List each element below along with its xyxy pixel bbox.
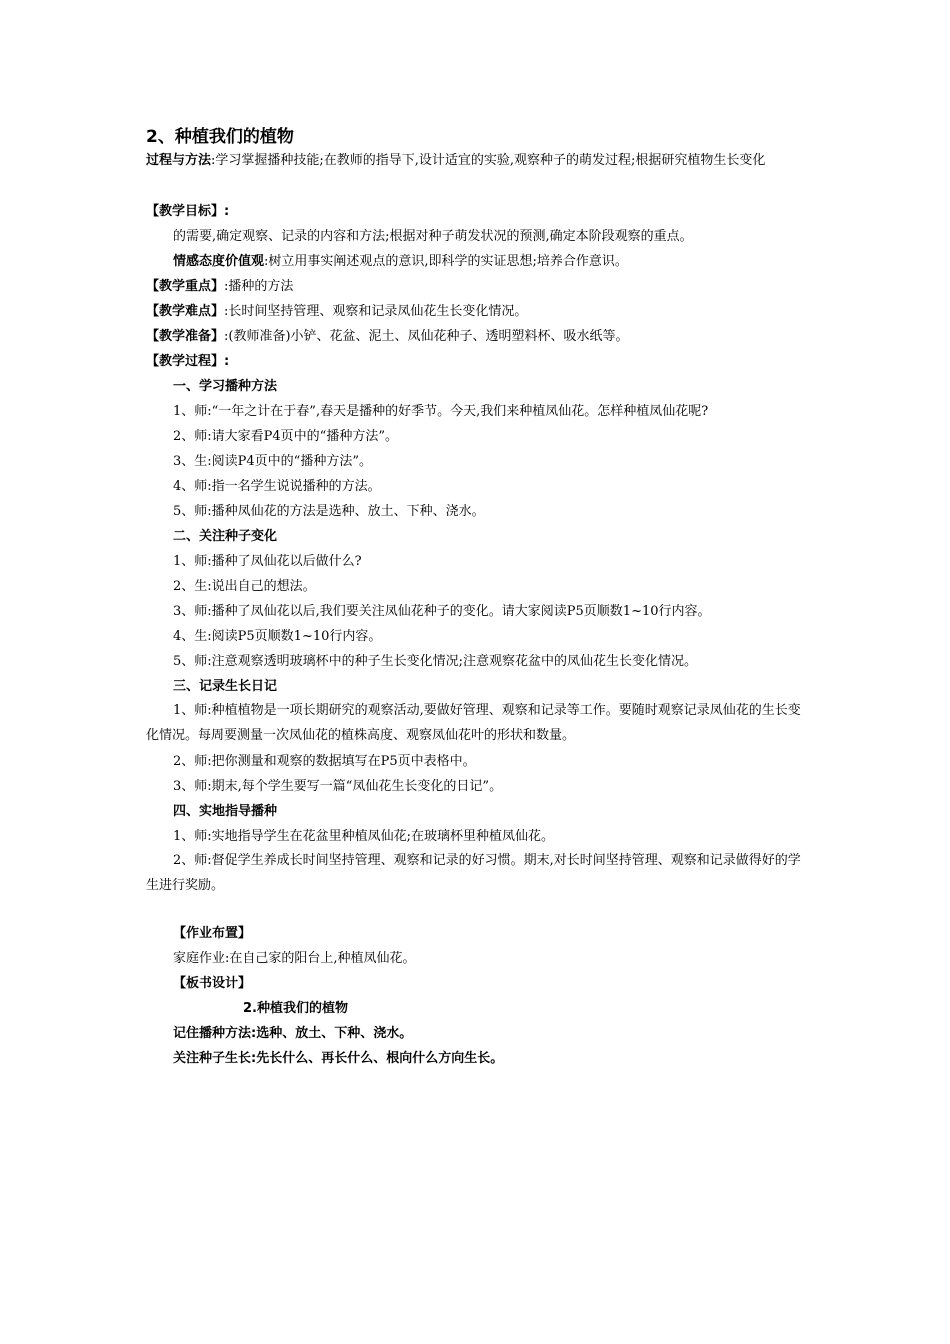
goal-heading: 【教学目标】: xyxy=(146,204,230,219)
list-item: 4、师:指一名学生说说播种的方法。 xyxy=(173,479,381,494)
board-line-1: 记住播种方法:选种、放土、下种、浇水。 xyxy=(173,1026,413,1041)
section-1-heading: 一、学习播种方法 xyxy=(173,379,278,394)
process-method-label: 过程与方法 xyxy=(146,153,212,168)
difficulty xyxy=(146,303,527,321)
list-item: 4、生:阅读P5页顺数1~10行内容。 xyxy=(173,629,382,644)
emotion-text: :树立用事实阐述观点的意识,即科学的实证思想;培养合作意识。 xyxy=(264,254,628,269)
homework-heading: 【作业布置】 xyxy=(173,926,252,941)
process-heading: 【教学过程】: xyxy=(146,354,230,369)
list-item: 1、师:实地指导学生在花盆里种植凤仙花;在玻璃杯里种植凤仙花。 xyxy=(173,829,555,844)
preparation-label: 【教学准备】 xyxy=(146,329,225,344)
preparation-text: :(教师准备)小铲、花盆、泥土、凤仙花种子、透明塑料杯、吸水纸等。 xyxy=(224,329,629,344)
section-3-heading: 三、记录生长日记 xyxy=(173,679,278,694)
process-method-paragraph xyxy=(146,148,814,173)
section-4-heading: 四、实地指导播种 xyxy=(173,804,278,819)
board-title: 2.种植我们的植物 xyxy=(243,1001,348,1016)
list-item: 2、师:请大家看P4页中的“播种方法”。 xyxy=(173,429,398,444)
page-title: 2、种植我们的植物 xyxy=(146,127,294,147)
list-item: 3、师:期末,每个学生要写一篇“凤仙花生长变化的日记”。 xyxy=(173,779,503,794)
list-item: 3、生:阅读P4页中的“播种方法”。 xyxy=(173,454,372,469)
emotion-paragraph xyxy=(173,253,628,271)
board-line-2: 关注种子生长:先长什么、再长什么、根向什么方向生长。 xyxy=(173,1051,504,1066)
difficulty-text: :长时间坚持管理、观察和记录凤仙花生长变化情况。 xyxy=(224,304,528,319)
section-2-heading: 二、关注种子变化 xyxy=(173,529,278,544)
list-item: 2、师:把你测量和观察的数据填写在P5页中表格中。 xyxy=(173,754,476,769)
list-item: 1、师:播种了凤仙花以后做什么? xyxy=(173,554,362,569)
list-item: 3、师:播种了凤仙花以后,我们要关注凤仙花种子的变化。请大家阅读P5页顺数1~10行内容。 xyxy=(173,604,711,619)
list-item: 2、师:督促学生养成长时间坚持管理、观察和记录的好习惯。期末,对长时间坚持管理、观察和记录做得好的学生进行奖励。 xyxy=(146,853,801,893)
key-point-text: :播种的方法 xyxy=(224,279,294,294)
goal-line: 的需要,确定观察、记录的内容和方法;根据对种子萌发状况的预测,确定本阶段观察的重点。 xyxy=(173,229,693,244)
homework-text: 家庭作业:在自己家的阳台上,种植凤仙花。 xyxy=(173,951,416,966)
key-point-label: 【教学重点】 xyxy=(146,279,225,294)
difficulty-label: 【教学难点】 xyxy=(146,304,225,319)
preparation xyxy=(146,328,629,346)
emotion-label: 情感态度价值观 xyxy=(173,254,265,269)
list-item: 2、生:说出自己的想法。 xyxy=(173,579,316,594)
list-item: 1、师:“一年之计在于春”,春天是播种的好季节。今天,我们来种植凤仙花。怎样种植凤仙花呢? xyxy=(173,404,709,419)
process-method-text: :学习掌握播种技能;在教师的指导下,设计适宜的实验,观察种子的萌发过程;根据研究植物生长变化 xyxy=(211,153,766,168)
board-heading: 【板书设计】 xyxy=(173,976,252,991)
list-item: 5、师:注意观察透明玻璃杯中的种子生长变化情况;注意观察花盆中的凤仙花生长变化情况。 xyxy=(173,654,698,669)
key-point xyxy=(146,278,293,296)
list-item: 5、师:播种凤仙花的方法是选种、放土、下种、浇水。 xyxy=(173,504,485,519)
list-item: 1、师:种植植物是一项长期研究的观察活动,要做好管理、观察和记录等工作。要随时观察记录凤仙花的生长变化情况。每周要测量一次凤仙花的植株高度、观察凤仙花叶的形状和数量。 xyxy=(146,703,801,743)
